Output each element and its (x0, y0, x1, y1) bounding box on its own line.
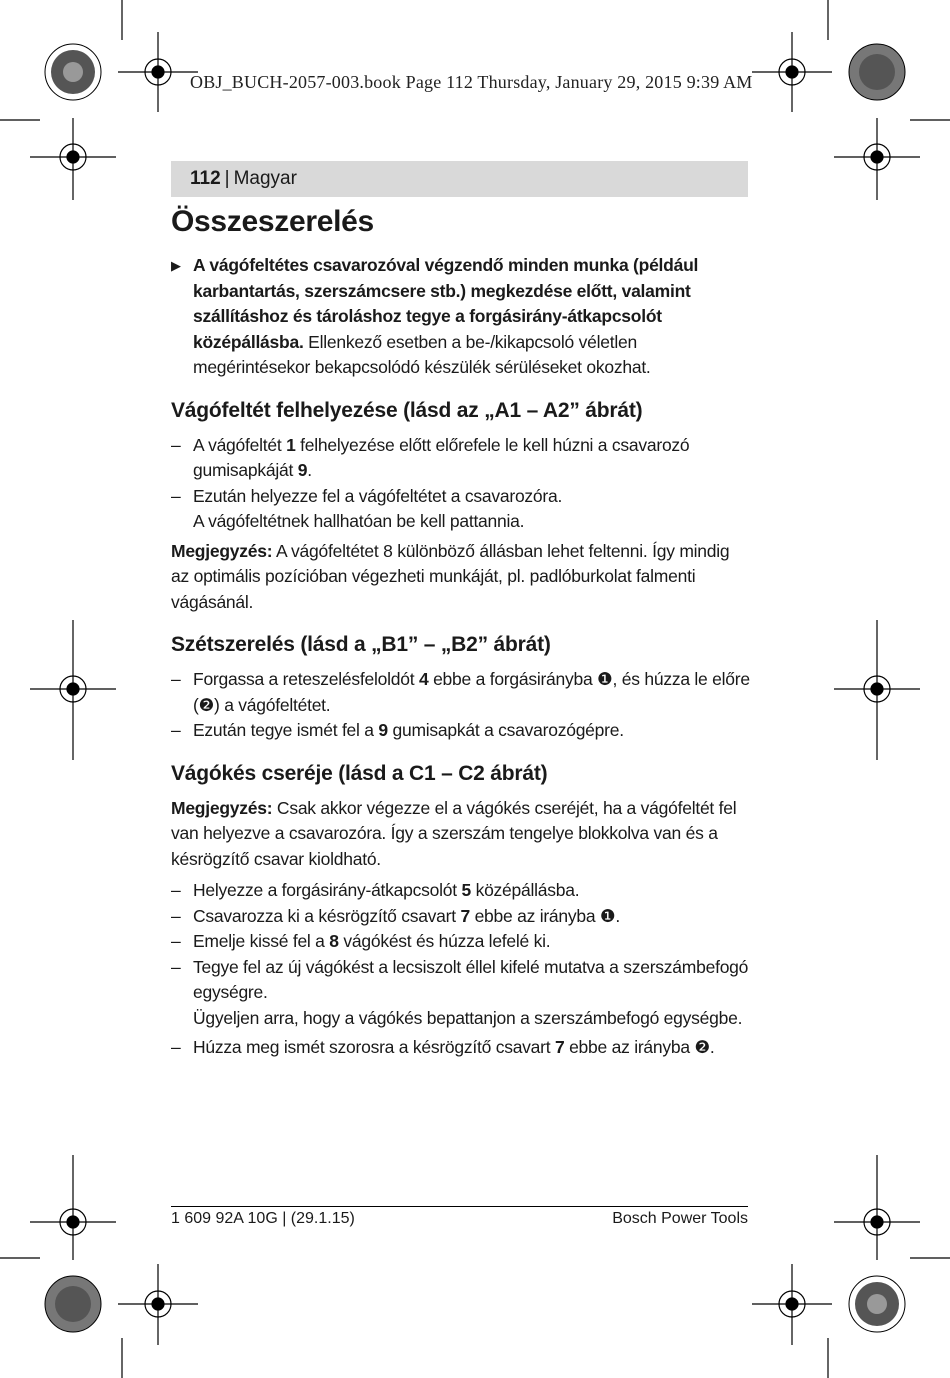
part-number: 1 (286, 434, 296, 455)
step-text: ebbe az irányba ❶. (469, 905, 621, 926)
note-text: A vágófeltétet 8 különböző állásban lehet feltenni. Így mindig az optimális pozícióban végezheti munkáját, pl. padlóburkolat falmenti vágásánál. (171, 540, 730, 612)
step-text: . (307, 460, 312, 480)
list-item (171, 904, 751, 930)
part-number: 4 (418, 669, 429, 689)
step-text: Ügyeljen arra, hogy a vágókés bepattanjon a szerszámbefogó egységbe. (193, 1007, 743, 1028)
warning-bold-text: A vágófeltétes csavarozóval végzendő minden munka (például karbantartás, szerszámcsere stb.) megkezdése előtt, valamint szállításhoz és tároláshoz tegye a forgásirány-átkapcsolót középállásba. (193, 255, 699, 352)
part-number: 9 (297, 460, 308, 480)
section-heading-removal: Szétszerelés (lásd a „B1” – „B2” ábrát) (171, 633, 551, 656)
step-text: középállásba. (470, 880, 580, 900)
steps-list-attach (171, 433, 751, 535)
part-number: 9 (378, 720, 388, 740)
steps-list-removal (171, 667, 751, 744)
step-text: A vágófeltétnek hallhatóan be kell pattannia. (193, 511, 525, 531)
dash-bullet: – (171, 485, 181, 506)
list-item (171, 718, 751, 744)
section-heading-blade-change: Vágókés cseréje (lásd a C1 – C2 ábrát) (171, 761, 548, 785)
dash-bullet: – (171, 1037, 181, 1057)
page-header (171, 161, 748, 197)
warning-text: Ellenkező esetben a be-/kikapcsoló véletlen megérintésekor bekapcsolódó készülék sérüléseket okozhat. (193, 331, 651, 377)
step-text: felhelyezése előtt előrefele le kell húzni a csavarozó gumisapkáját (193, 434, 690, 480)
part-number: 7 (460, 905, 470, 926)
step-text: ebbe a forgásirányba ❶, és húzza le előre (❷) a vágófeltétet. (193, 669, 750, 715)
footer-divider (171, 1206, 748, 1207)
list-item (171, 484, 751, 535)
page-body (171, 203, 751, 1065)
list-item (171, 929, 751, 955)
part-number: 5 (461, 880, 471, 900)
note-paragraph (171, 796, 751, 873)
page-number: 112 (190, 168, 221, 189)
dash-bullet: – (171, 669, 181, 689)
safety-warning (171, 253, 751, 381)
step-text: Csavarozza ki a késrögzítő csavart (193, 905, 461, 926)
book-slug-line: OBJ_BUCH-2057-003.book Page 112 Thursday, January 29, 2015 9:39 AM (190, 72, 753, 92)
note-paragraph (171, 539, 751, 616)
dash-bullet: – (171, 880, 181, 900)
part-number: 8 (329, 931, 339, 951)
dash-bullet: – (171, 931, 181, 951)
note-label: Megjegyzés: (171, 540, 273, 561)
step-text: ebbe az irányba ❷. (564, 1037, 715, 1057)
dash-bullet: – (171, 434, 181, 455)
step-text: gumisapkát a csavarozógépre. (387, 720, 624, 740)
step-text: Húzza meg ismét szorosra a késrögzítő csavart (193, 1037, 555, 1057)
note-text: Csak akkor végezze el a vágókés cseréjét, ha a vágófeltét fel van helyezve a csavarozóra. Így a szerszám tengelye blokkolva van és a késrögzítő csavar kioldható. (171, 797, 737, 869)
step-text: vágókést és húzza lefelé ki. (338, 931, 551, 951)
step-text: Helyezze a forgásirány-átkapcsolót (193, 880, 462, 900)
list-item (171, 878, 751, 904)
triangle-bullet-icon: ▶ (171, 258, 181, 273)
list-item (171, 667, 751, 718)
list-item (171, 955, 751, 1032)
step-text: Tegye fel az új vágókést a lecsiszolt éllel kifelé mutatva a szerszámbefogó egységre. (193, 956, 749, 1002)
dash-bullet: – (171, 956, 181, 977)
header-language: Magyar (233, 168, 297, 189)
section-heading-attach: Vágófeltét felhelyezése (lásd az „A1 – A2” ábrát) (171, 398, 643, 422)
footer-brand: Bosch Power Tools (612, 1210, 748, 1227)
step-text: Emelje kissé fel a (193, 931, 330, 951)
note-label: Megjegyzés: (171, 797, 273, 818)
footer-doc-id: 1 609 92A 10G | (29.1.15) (171, 1210, 355, 1227)
step-text: A vágófeltét (193, 434, 287, 455)
step-text: Ezután tegye ismét fel a (193, 720, 379, 740)
part-number: 7 (554, 1037, 565, 1057)
step-text: Ezután helyezze fel a vágófeltétet a csavarozóra. (193, 485, 563, 506)
dash-bullet: – (171, 905, 181, 926)
dash-bullet: – (171, 720, 181, 740)
steps-list-blade-change (171, 878, 751, 1061)
list-item (171, 1035, 751, 1061)
list-item (171, 433, 751, 484)
page-title: Összeszerelés (171, 205, 374, 238)
step-text: Forgassa a reteszelésfeloldót (193, 669, 419, 689)
header-separator: | (224, 168, 230, 189)
